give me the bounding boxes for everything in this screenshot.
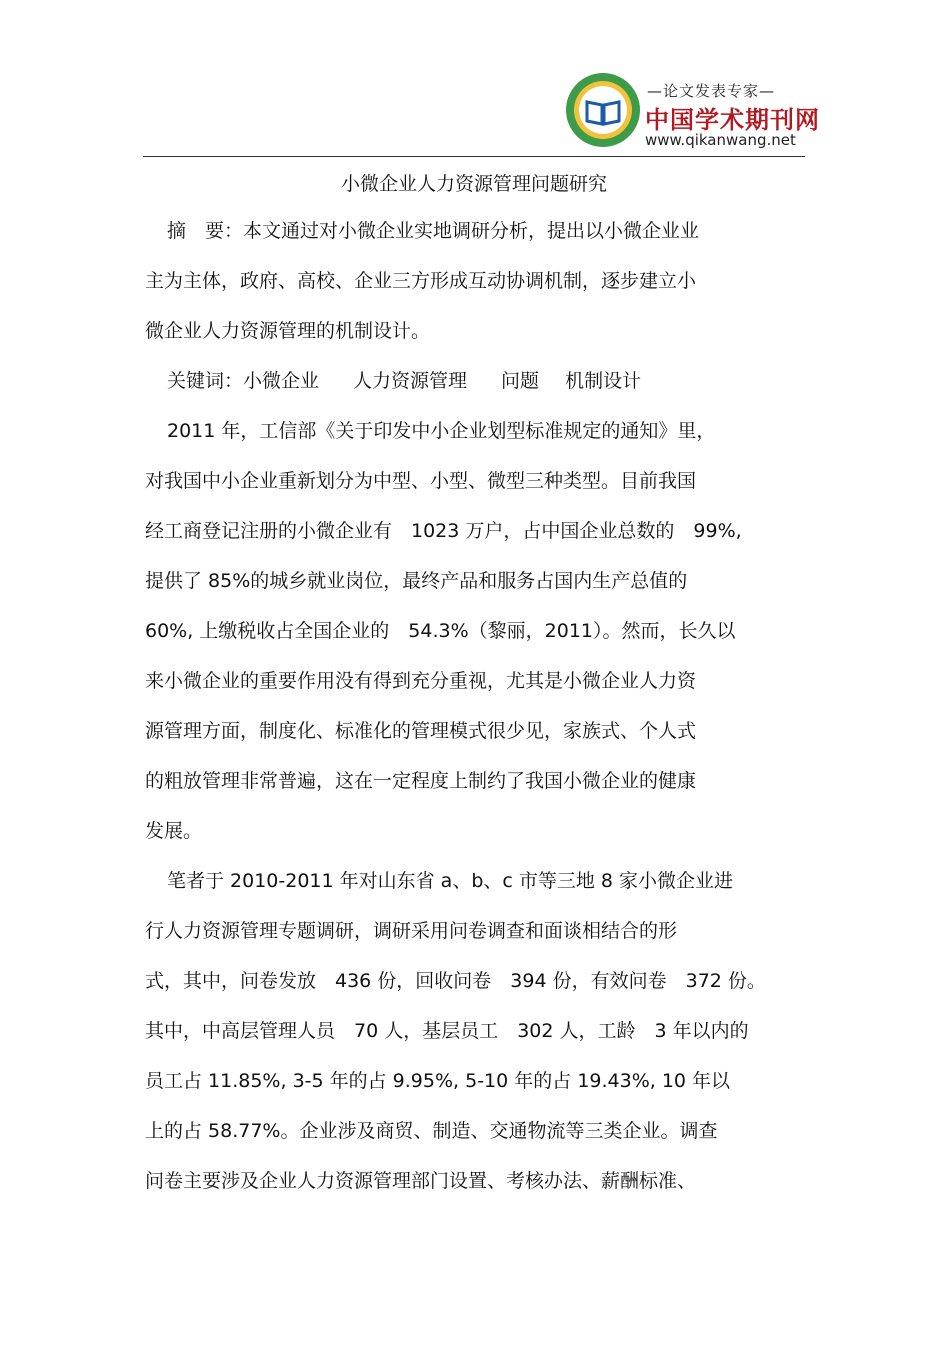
paragraph-line: 的粗放管理非常普遍，这在一定程度上制约了我国小微企业的健康 [145, 770, 697, 792]
abstract-line: 微企业人力资源管理的机制设计。 [145, 320, 431, 342]
paragraph-line: 提供了 85%的城乡就业岗位，最终产品和服务占国内生产总值的 [145, 570, 688, 592]
paragraph-line: 行人力资源管理专题调研，调研采用问卷调查和面谈相结合的形 [145, 920, 678, 942]
paragraph-line: 问卷主要涉及企业人力资源管理部门设置、考核办法、薪酬标准、 [145, 1170, 697, 1192]
paragraph-line: 来小微企业的重要作用没有得到充分重视，尤其是小微企业人力资 [145, 670, 697, 692]
paragraph-line: 60%, 上缴税收占全国企业的 54.3%（黎丽，2011）。然而，长久以 [145, 620, 736, 642]
keywords-label: 关键词： [167, 370, 244, 392]
header-divider [143, 156, 805, 157]
paragraph-line: 其中，中高层管理人员 70 人，基层员工 302 人，工龄 3 年以内的 [145, 1020, 749, 1042]
abstract-line: 摘 要：本文通过对小微企业实地调研分析，提出以小微企业业 [167, 220, 700, 242]
keyword: 机制设计 [565, 370, 642, 392]
abstract-line: 主为主体，政府、高校、企业三方形成互动协调机制，逐步建立小 [145, 270, 697, 292]
paper-title: 小微企业人力资源管理问题研究 [340, 173, 607, 195]
logo-brand: 中国学术期刊网 [645, 106, 820, 134]
paragraph-line: 员工占 11.85%, 3-5 年的占 9.95%, 5-10 年的占 19.43%, 10 年以 [145, 1070, 731, 1092]
book-seal-icon [565, 72, 641, 148]
keyword: 问题 [501, 370, 540, 392]
logo-tagline: —论文发表专家— [647, 82, 776, 100]
paragraph-line: 笔者于 2010-2011 年对山东省 a、b、c 市等三地 8 家小微企业进 [167, 870, 734, 892]
paragraph-line: 式，其中，问卷发放 436 份，回收问卷 394 份，有效问卷 372 份。 [145, 970, 766, 992]
keyword: 小微企业 [243, 370, 320, 392]
paragraph-line: 对我国中小企业重新划分为中型、小型、微型三种类型。目前我国 [145, 470, 697, 492]
paragraph-line: 发展。 [145, 820, 203, 842]
site-logo [565, 72, 820, 152]
keyword: 人力资源管理 [353, 370, 468, 392]
logo-site-url: www.qikanwang.net [645, 131, 796, 149]
keywords-line [167, 368, 641, 394]
paragraph-line: 源管理方面，制度化、标准化的管理模式很少见，家族式、个人式 [145, 720, 697, 742]
paragraph-line: 经工商登记注册的小微企业有 1023 万户，占中国企业总数的 99%, [145, 520, 742, 542]
paragraph-line: 2011 年，工信部《关于印发中小企业划型标准规定的通知》里， [167, 420, 716, 442]
paragraph-line: 上的占 58.77%。企业涉及商贸、制造、交通物流等三类企业。调查 [145, 1120, 718, 1142]
